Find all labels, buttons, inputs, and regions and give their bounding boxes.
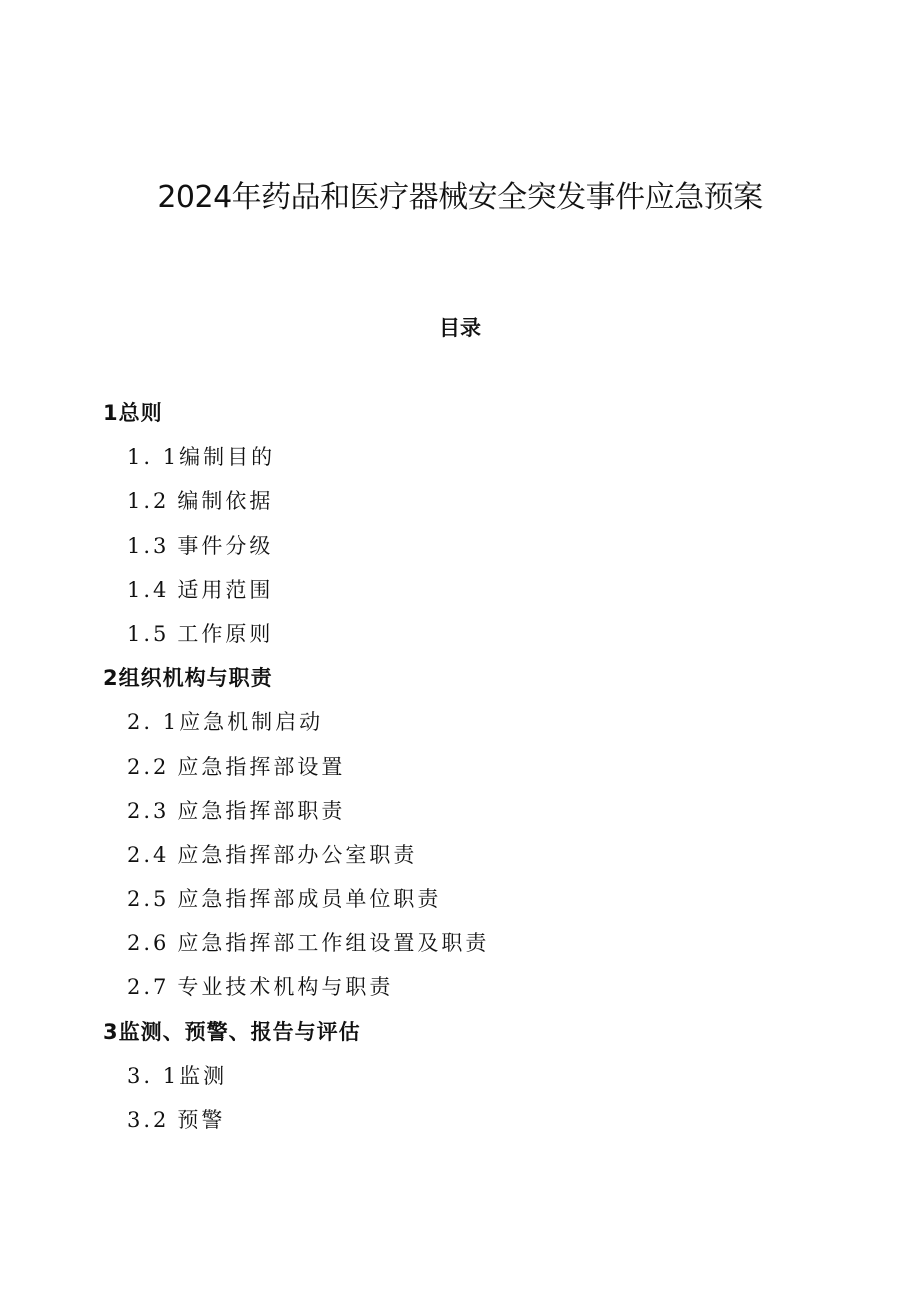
toc-subsection xyxy=(0,881,920,925)
toc-number: 3. 1 xyxy=(127,1063,180,1088)
toc-subsection xyxy=(0,616,920,660)
toc-text: 监测、预警、报告与评估 xyxy=(118,1019,361,1044)
toc-number: 2. 1 xyxy=(127,710,180,735)
toc-text: 组织机构与职责 xyxy=(118,666,273,691)
toc-section xyxy=(0,1014,920,1058)
toc-subsection xyxy=(0,837,920,881)
toc-text: 应急指挥部职责 xyxy=(177,798,346,823)
toc-text: 监测 xyxy=(179,1063,228,1088)
toc-text: 工作原则 xyxy=(177,621,274,646)
toc-number: 3 xyxy=(103,1019,119,1044)
toc-text: 总则 xyxy=(118,401,163,425)
toc-text: 应急指挥部成员单位职责 xyxy=(177,887,442,912)
toc-text: 预警 xyxy=(177,1108,226,1132)
toc-text: 编制目的 xyxy=(179,445,276,470)
toc-number: 2.3 xyxy=(127,798,170,823)
table-of-contents xyxy=(0,395,920,1146)
toc-text: 应急指挥部办公室职责 xyxy=(177,842,418,867)
toc-number: 1 xyxy=(103,401,119,425)
toc-subsection xyxy=(0,1058,920,1102)
toc-subsection xyxy=(0,1102,920,1146)
toc-number: 1.3 xyxy=(127,533,170,558)
toc-section xyxy=(0,395,920,439)
toc-number: 1.2 xyxy=(127,489,170,514)
toc-subsection xyxy=(0,793,920,837)
toc-text: 事件分级 xyxy=(177,533,274,558)
toc-heading: 目录 xyxy=(439,316,481,340)
toc-text: 应急指挥部设置 xyxy=(177,754,346,779)
toc-section xyxy=(0,660,920,704)
toc-number: 2 xyxy=(103,666,119,691)
toc-number: 2.6 xyxy=(127,931,170,956)
toc-number: 2.2 xyxy=(127,754,170,779)
toc-number: 2.4 xyxy=(127,842,170,867)
toc-text: 编制依据 xyxy=(177,489,274,514)
toc-number: 2.5 xyxy=(127,887,170,912)
toc-number: 1. 1 xyxy=(127,445,180,470)
toc-subsection xyxy=(0,528,920,572)
toc-number: 2.7 xyxy=(127,975,170,1000)
toc-subsection xyxy=(0,749,920,793)
toc-text: 应急机制启动 xyxy=(179,710,324,735)
toc-number: 3.2 xyxy=(127,1108,170,1132)
toc-subsection xyxy=(0,925,920,969)
toc-subsection xyxy=(0,439,920,483)
toc-text: 应急指挥部工作组设置及职责 xyxy=(177,931,490,956)
document-title: 2024年药品和医疗器械安全突发事件应急预案 xyxy=(157,180,763,215)
toc-subsection xyxy=(0,483,920,527)
toc-text: 专业技术机构与职责 xyxy=(177,975,394,1000)
toc-subsection xyxy=(0,969,920,1013)
toc-number: 1.5 xyxy=(127,621,170,646)
toc-text: 适用范围 xyxy=(177,577,274,602)
toc-subsection xyxy=(0,572,920,616)
toc-subsection xyxy=(0,704,920,748)
toc-number: 1.4 xyxy=(127,577,170,602)
